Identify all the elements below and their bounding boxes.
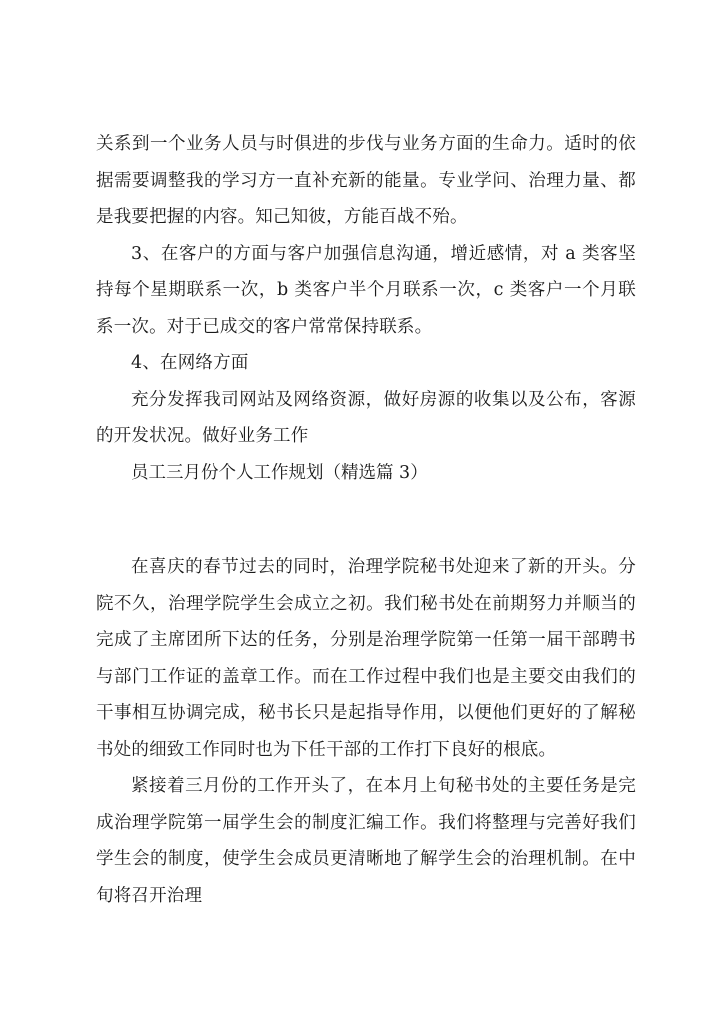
section-title: 员工三月份个人工作规划（精选篇 3） <box>131 462 428 483</box>
paragraph-client-contact: 3、在客户的方面与客户加强信息沟通，增近感情，对 a 类客坚持每个星期联系一次，b 类客户半个月联系一次，c 类客户一个月联系一次。对于已成交的客户常常保持联系。 <box>96 243 636 337</box>
section-spacer <box>96 491 636 549</box>
paragraph-learning: 关系到一个业务人员与时俱进的步伐与业务方面的生命力。适时的依据需要调整我的学习方一直补充新的能量。专业学问、治理力量、都是我要把握的内容。知己知彼，方能百战不殆。 <box>96 134 636 227</box>
paragraph-network-heading: 4、在网络方面 <box>131 353 249 373</box>
paragraph-secretariat-work: 在喜庆的春节过去的同时，治理学院秘书处迎来了新的开头。分院不久，治理学院学生会成立之初。我们秘书处在前期努力并顺当的完成了主席团所下达的任务，分别是治理学院第一任第一届干部聘书与部门工作证的盖章工作。而在工作过程中我们也是主要交由我们的干事相互协调完成，秘书长只是起指导作用，以便他们更好的了解秘书处的细致工作同时也为下任干部的工作打下良好的根底。 <box>96 557 636 760</box>
paragraph-network-resources: 充分发挥我司网站及网络资源，做好房源的收集以及公布，客源的开发状况。做好业务工作 <box>96 389 636 446</box>
document-body <box>96 126 636 914</box>
paragraph-march-plan: 紧接着三月份的工作开头了，在本月上旬秘书处的主要任务是完成治理学院第一届学生会的制度汇编工作。我们将整理与完善好我们学生会的制度，使学生会成员更清晰地了解学生会的治理机制。在中旬将召开治理 <box>96 776 636 906</box>
